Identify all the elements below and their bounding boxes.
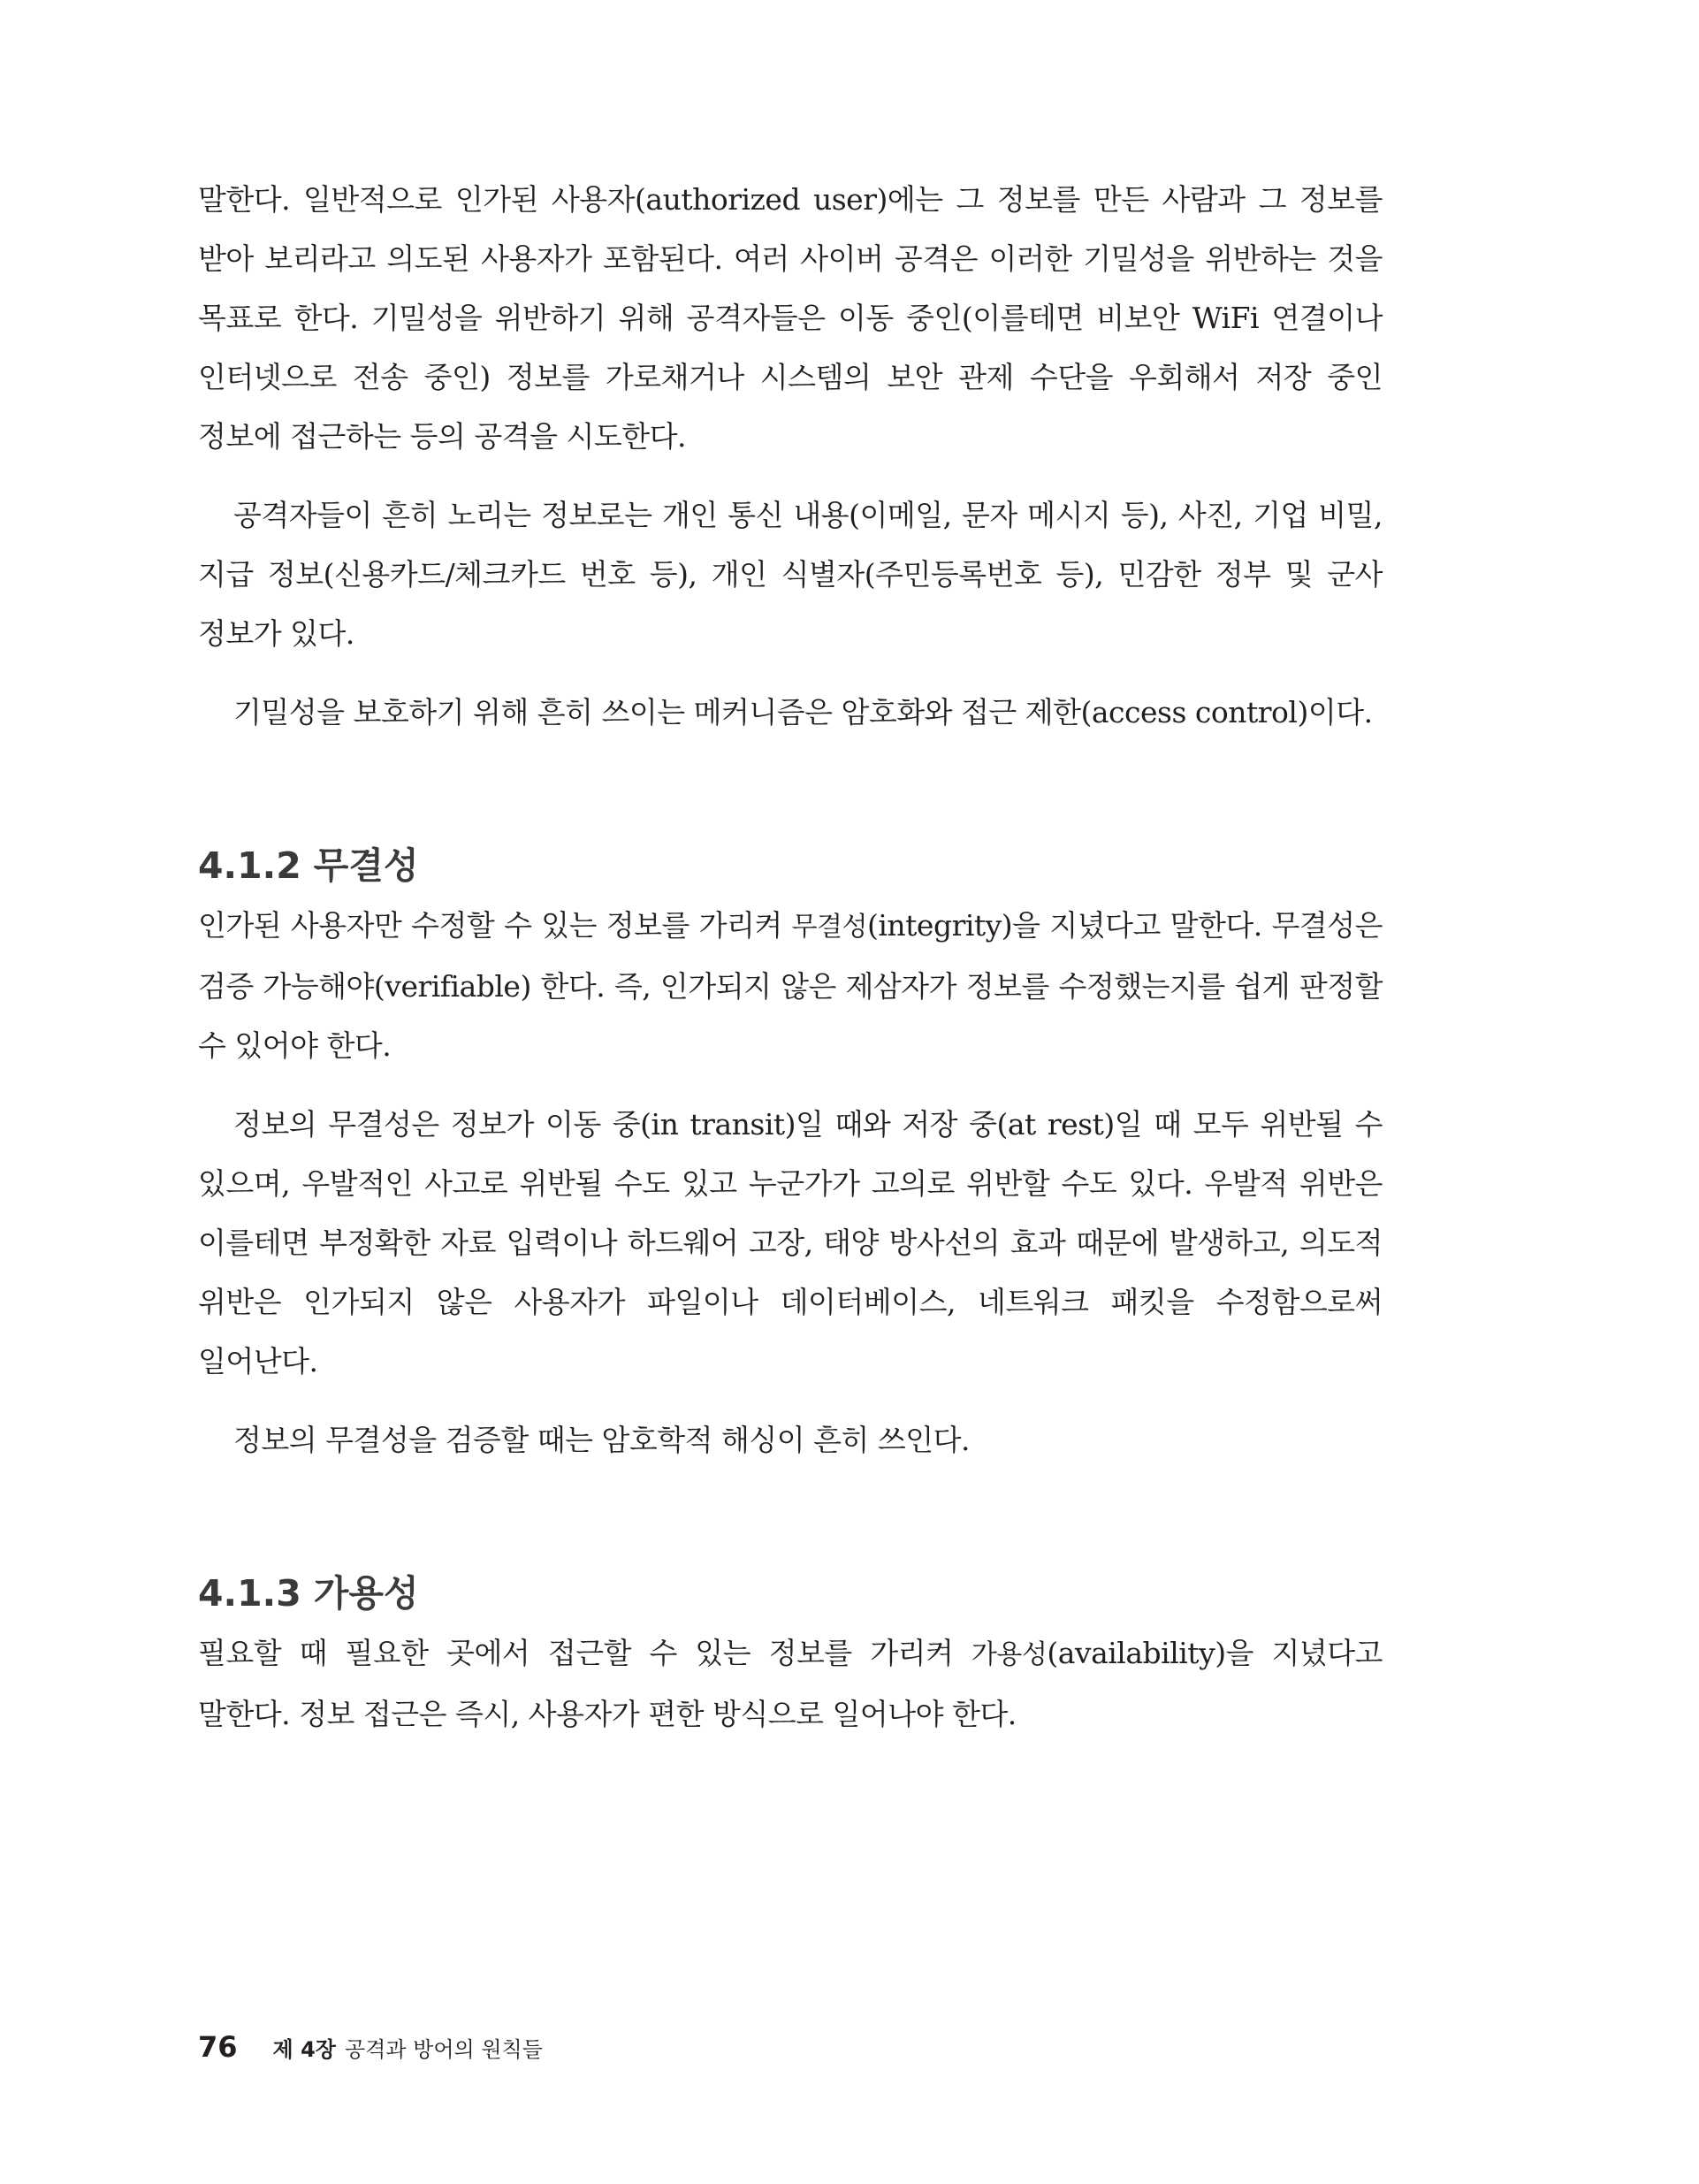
availability-paragraph-1 <box>198 1623 1383 1744</box>
paragraph-text: (availability)을 지녔다고 말한다. 정보 접근은 즉시, 사용자가 편한 방식으로 일어나야 한다. <box>198 1636 1383 1731</box>
section-number: 4.1.3 <box>198 1572 301 1615</box>
integrity-paragraph-3: 정보의 무결성을 검증할 때는 암호학적 해싱이 흔히 쓰인다. <box>233 1423 970 1457</box>
key-term: 가용성 <box>971 1639 1048 1670</box>
paragraph-text: (integrity)을 지녔다고 말한다. 무결성은 검증 가능해야(verifiable) 한다. 즉, 인가되지 않은 제삼자가 정보를 수정했는지를 쉽게 판정할 수 있어야 한다. <box>198 908 1383 1063</box>
section-heading-integrity <box>198 839 1383 892</box>
key-term: 무결성 <box>791 912 867 943</box>
section-number: 4.1.2 <box>198 844 301 887</box>
section-heading-availability <box>198 1567 1383 1620</box>
chapter-title: 공격과 방어의 원칙들 <box>344 2037 543 2062</box>
intro-paragraph-1: 말한다. 일반적으로 인가된 사용자(authorized user)에는 그 정보를 만든 사람과 그 정보를 받아 보리라고 의도된 사용자가 포함된다. 여러 사이버 공격은 이러한 기밀성을 위반하는 것을 목표로 한다. 기밀성을 위반하기 위해 공격자들은 이동 중인(이를테면 비보안 WiFi 연결이나 인터넷으로 전송 중인) 정보를 가로채거나 시스템의 보안 관제 수단을 우회해서 저장 중인 정보에 접근하는 등의 공격을 시도한다. <box>198 182 1383 454</box>
page-number: 76 <box>198 2030 238 2064</box>
section-title: 무결성 <box>313 844 419 887</box>
integrity-paragraph-2: 정보의 무결성은 정보가 이동 중(in transit)일 때와 저장 중(at rest)일 때 모두 위반될 수 있으며, 우발적인 사고로 위반될 수도 있고 누군가가 고의로 위반할 수도 있다. 우발적 위반은 이를테면 부정확한 자료 입력이나 하드웨어 고장, 태양 방사선의 효과 때문에 발생하고, 의도적 위반은 인가되지 않은 사용자가 파일이나 데이터베이스, 네트워크 패킷을 수정함으로써 일어난다. <box>198 1107 1383 1378</box>
intro-paragraph-3: 기밀성을 보호하기 위해 흔히 쓰이는 메커니즘은 암호화와 접근 제한(access control)이다. <box>233 695 1373 729</box>
page-footer <box>198 2030 543 2064</box>
paragraph-text: 필요할 때 필요한 곳에서 접근할 수 있는 정보를 가리켜 <box>198 1636 971 1670</box>
page-content <box>198 170 1383 1744</box>
intro-paragraph-2: 공격자들이 흔히 노리는 정보로는 개인 통신 내용(이메일, 문자 메시지 등), 사진, 기업 비밀, 지급 정보(신용카드/체크카드 번호 등), 개인 식별자(주민등록번호 등), 민감한 정부 및 군사 정보가 있다. <box>198 498 1383 651</box>
paragraph-text: 인가된 사용자만 수정할 수 있는 정보를 가리켜 <box>198 908 792 943</box>
chapter-label: 제 4장 <box>272 2037 336 2062</box>
section-title: 가용성 <box>313 1572 419 1615</box>
integrity-paragraph-1 <box>198 896 1383 1075</box>
